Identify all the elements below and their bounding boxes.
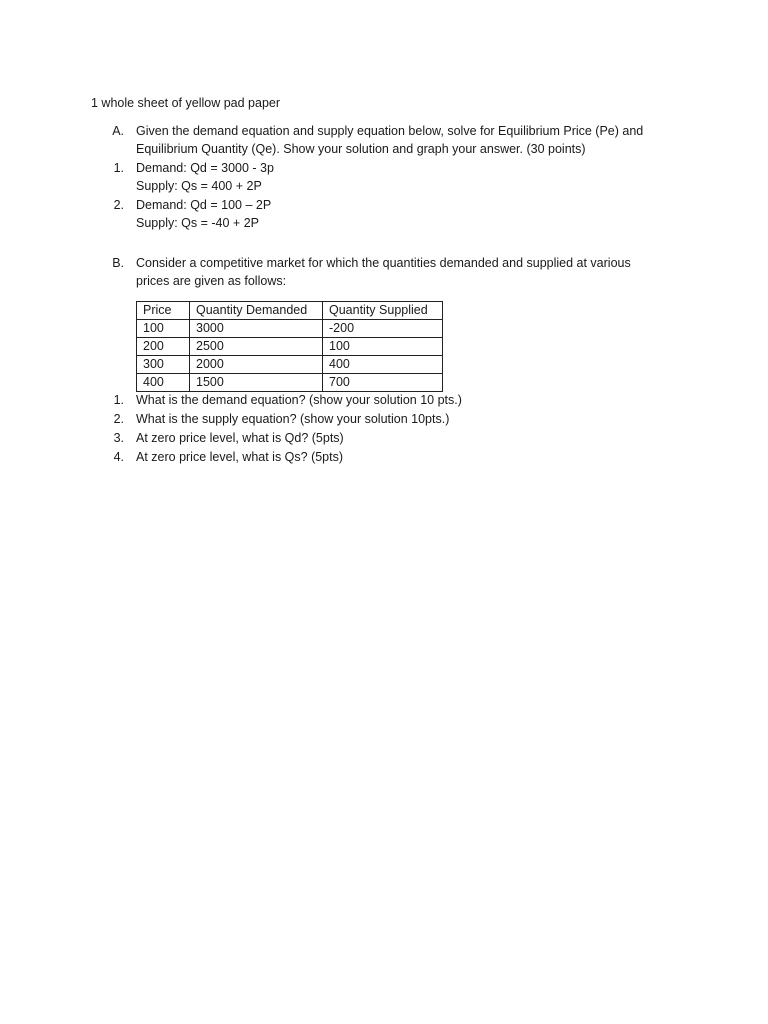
table-cell: 100: [323, 338, 443, 356]
table-row: [137, 374, 443, 392]
table-cell: 400: [323, 356, 443, 374]
table-cell: 400: [137, 374, 190, 392]
table-row: [137, 356, 443, 374]
section-b-question-3-marker: 3.: [113, 431, 124, 445]
table-header-cell: Price: [137, 302, 190, 320]
table-header-cell: Quantity Supplied: [323, 302, 443, 320]
table-cell: -200: [323, 320, 443, 338]
section-b-question-1-marker: 1.: [113, 393, 124, 407]
table-header-row: [137, 302, 443, 320]
section-a-item-2-marker: 2.: [113, 198, 124, 212]
table-cell: 200: [137, 338, 190, 356]
section-a-item-2-supply: Supply: Qs = -40 + 2P: [136, 216, 259, 230]
table-cell: 300: [137, 356, 190, 374]
section-a-marker: A.: [112, 124, 124, 138]
section-a-line-2: Equilibrium Quantity (Qe). Show your solution and graph your answer. (30 points): [136, 142, 586, 156]
intro-text: 1 whole sheet of yellow pad paper: [91, 96, 281, 110]
section-b-marker: B.: [112, 256, 124, 270]
table-cell: 100: [137, 320, 190, 338]
section-a-item-1-marker: 1.: [113, 161, 124, 175]
section-b-question-3: At zero price level, what is Qd? (5pts): [136, 431, 344, 445]
section-b-question-1: What is the demand equation? (show your solution 10 pts.): [136, 393, 462, 407]
table-cell: 2500: [190, 338, 323, 356]
table-cell: 2000: [190, 356, 323, 374]
table-header-cell: Quantity Demanded: [190, 302, 323, 320]
section-b-line-1: Consider a competitive market for which the quantities demanded and supplied at various: [136, 256, 631, 270]
table-row: [137, 320, 443, 338]
section-a-line-1: Given the demand equation and supply equation below, solve for Equilibrium Price (Pe) and: [136, 124, 644, 138]
section-a-item-1-demand: Demand: Qd = 3000 - 3p: [136, 161, 274, 175]
section-b-question-2-marker: 2.: [113, 412, 124, 426]
table-cell: 1500: [190, 374, 323, 392]
section-b-question-2: What is the supply equation? (show your solution 10pts.): [136, 412, 450, 426]
section-b-question-4: At zero price level, what is Qs? (5pts): [136, 450, 344, 464]
table-cell: 3000: [190, 320, 323, 338]
table-cell: 700: [323, 374, 443, 392]
section-a-item-2-demand: Demand: Qd = 100 – 2P: [136, 198, 272, 212]
section-b-question-4-marker: 4.: [113, 450, 124, 464]
section-a-item-1-supply: Supply: Qs = 400 + 2P: [136, 179, 262, 193]
section-b-line-2: prices are given as follows:: [136, 274, 287, 288]
quantity-table: [136, 301, 443, 392]
table-row: [137, 338, 443, 356]
